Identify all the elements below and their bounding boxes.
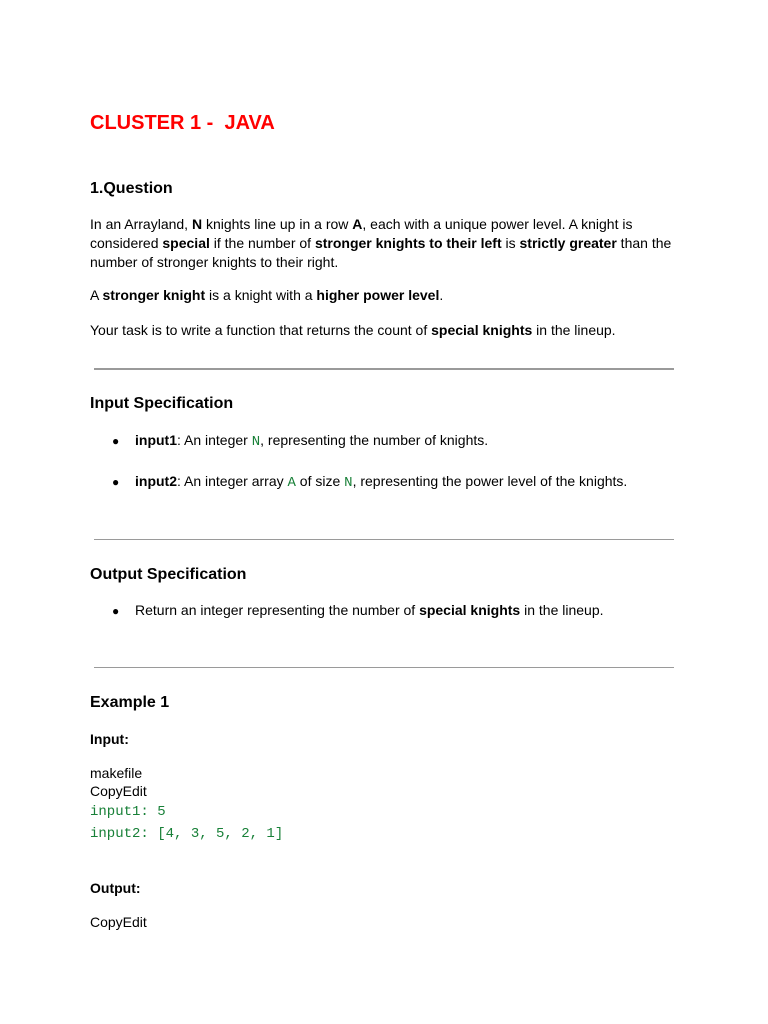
cluster-title: CLUSTER 1 - JAVA — [90, 112, 275, 134]
bullet-icon: ● — [112, 604, 120, 618]
question-heading: 1.Question — [90, 180, 173, 197]
inline-code: N — [251, 434, 261, 450]
input-spec-item-2: ● input2: An integer array A of size N, representing the power level of the knights. — [112, 473, 628, 491]
inline-code: A — [287, 475, 296, 491]
copy-edit-button[interactable]: CopyEdit — [90, 783, 147, 799]
intro-paragraph-2: A stronger knight is a knight with a higher power level. — [90, 287, 444, 303]
intro-paragraph-3: Your task is to write a function that returns the count of special knights in the lineup. — [90, 322, 616, 338]
bullet-icon: ● — [112, 475, 120, 489]
example-input-label: Input: — [90, 731, 129, 747]
section-divider — [94, 368, 674, 370]
output-spec-item-1: ● Return an integer representing the number of special knights in the lineup. — [112, 601, 672, 621]
code-line-1: input1: 5 — [90, 804, 166, 820]
bullet-icon: ● — [112, 434, 120, 448]
code-language-label: makefile — [90, 765, 143, 781]
intro-paragraph-1: In an Arrayland, N knights line up in a row A, each with a unique power level. A knight is considered special if the number of stronger knights to their left is strictly greater than the number of stronger knights to their right. — [90, 216, 672, 270]
inline-code: N — [344, 475, 353, 491]
section-divider — [94, 667, 674, 668]
example-output-label: Output: — [90, 880, 141, 896]
code-line-2: input2: [4, 3, 5, 2, 1] — [90, 826, 284, 842]
section-divider — [94, 539, 674, 540]
output-spec-heading: Output Specification — [90, 566, 247, 583]
input-spec-heading: Input Specification — [90, 395, 234, 412]
input-spec-item-1: ● input1: An integer N, representing the number of knights. — [112, 432, 489, 450]
example-1-heading: Example 1 — [90, 694, 170, 711]
copy-edit-button[interactable]: CopyEdit — [90, 914, 147, 930]
